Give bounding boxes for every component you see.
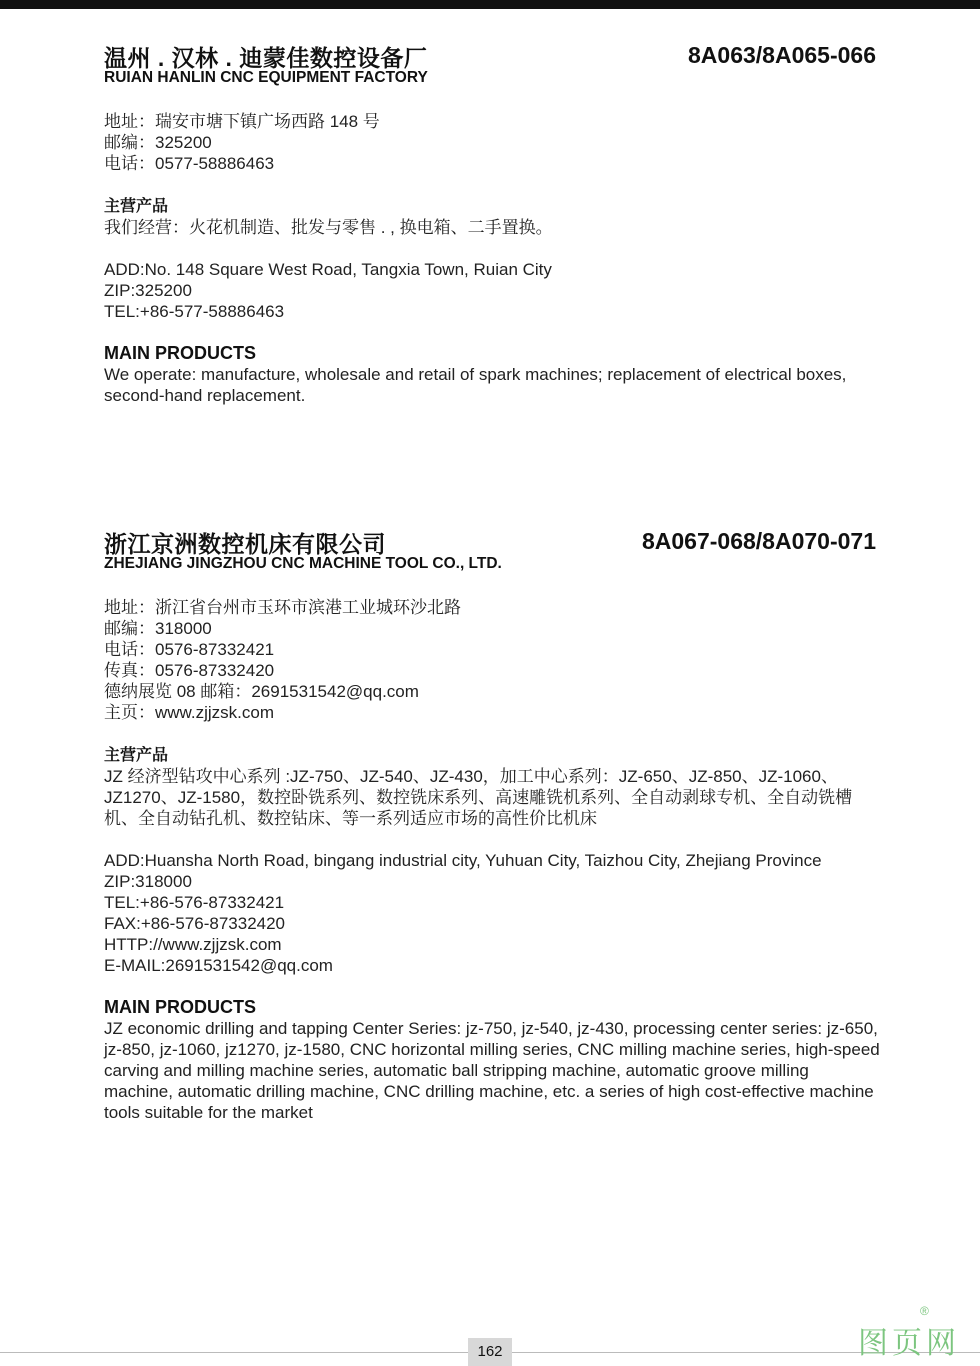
entry-header (104, 40, 880, 90)
homepage-zh: 主页：www.zjjzsk.com (104, 703, 275, 722)
tel-en: TEL:+86-577-58886463 (104, 302, 285, 321)
products-title-en: MAIN PRODUCTS (104, 997, 256, 1017)
entry-header (104, 526, 880, 576)
company-name-en: ZHEJIANG JINGZHOU CNC MACHINE TOOL CO., LTD. (104, 555, 502, 572)
footer-rule (0, 1352, 468, 1353)
contact-zh (104, 111, 880, 174)
top-rule (0, 0, 980, 9)
address-en: ADD:No. 148 Square West Road, Tangxia Town, Ruian City (104, 260, 552, 279)
zip-en: ZIP:325200 (104, 281, 192, 300)
email-en: E-MAIL:2691531542@qq.com (104, 956, 333, 975)
address-zh: 地址：瑞安市塘下镇广场西路 148 号 (104, 112, 380, 131)
page-number: 162 (468, 1338, 512, 1366)
zip-en: ZIP:318000 (104, 872, 192, 891)
zip-zh: 邮编：325200 (104, 133, 212, 152)
watermark-logo: 图页网 (858, 1327, 960, 1360)
tel-zh: 电话：0577-58886463 (104, 154, 275, 173)
products-en: We operate: manufacture, wholesale and retail of spark machines; replacement of electrical boxes, second-hand replacement. (104, 365, 847, 405)
company-name-zh: 浙江京洲数控机床有限公司 (104, 531, 386, 557)
website-en: HTTP://www.zjjzsk.com (104, 935, 282, 954)
company-name-en: RUIAN HANLIN CNC EQUIPMENT FACTORY (104, 69, 428, 86)
exhibitor-entry (104, 526, 880, 1123)
fax-en: FAX:+86-576-87332420 (104, 914, 286, 933)
fax-zh: 传真：0576-87332420 (104, 661, 275, 680)
products-zh: 我们经营：火花机制造、批发与零售 . , 换电箱、二手置换。 (104, 218, 553, 237)
address-en: ADD:Huansha North Road, bingang industrial city, Yuhuan City, Taizhou City, Zhejiang Province (104, 851, 822, 870)
email-zh: 德纳展览 08 邮箱：2691531542@qq.com (104, 682, 419, 701)
zip-zh: 邮编：318000 (104, 619, 212, 638)
products-zh: JZ 经济型钻攻中心系列 :JZ-750、JZ-540、JZ-430，加工中心系列：JZ-650、JZ-850、JZ-1060、JZ1270、JZ-1580，数控卧铣系列、数控铣床系列、高速雕铣机系列、全自动剥球专机、全自动铣槽机、全自动钻孔机、数控钻床、等一系列适应市场的高性价比机床 (104, 767, 853, 828)
booth-number: 8A067-068/8A070-071 (641, 528, 876, 554)
contact-en (104, 850, 880, 976)
registered-mark: ® (920, 1304, 929, 1318)
company-name-zh: 温州 . 汉林 . 迪蒙佳数控设备厂 (104, 45, 428, 71)
address-zh: 地址：浙江省台州市玉环市滨港工业城环沙北路 (104, 598, 461, 617)
tel-zh: 电话：0576-87332421 (104, 640, 275, 659)
products-en: JZ economic drilling and tapping Center Series: jz-750, jz-540, jz-430, processing center series: jz-650, jz-850, jz-1060, jz1270, jz-1580, CNC horizontal milling series, CNC milling machine series, high-speed carving and milling machine series, automatic ball stripping machine, automatic groove milling machine, automatic drilling machine, CNC drilling machine, etc. a series of high cost-effective machine tools suitable for the market (104, 1019, 880, 1122)
products-title-en: MAIN PRODUCTS (104, 343, 256, 363)
booth-number: 8A063/8A065-066 (688, 42, 876, 68)
contact-zh (104, 597, 880, 723)
products-title-zh: 主营产品 (104, 747, 169, 764)
tel-en: TEL:+86-576-87332421 (104, 893, 285, 912)
products-title-zh: 主营产品 (104, 198, 169, 215)
contact-en (104, 259, 880, 322)
exhibitor-entry (104, 40, 880, 406)
